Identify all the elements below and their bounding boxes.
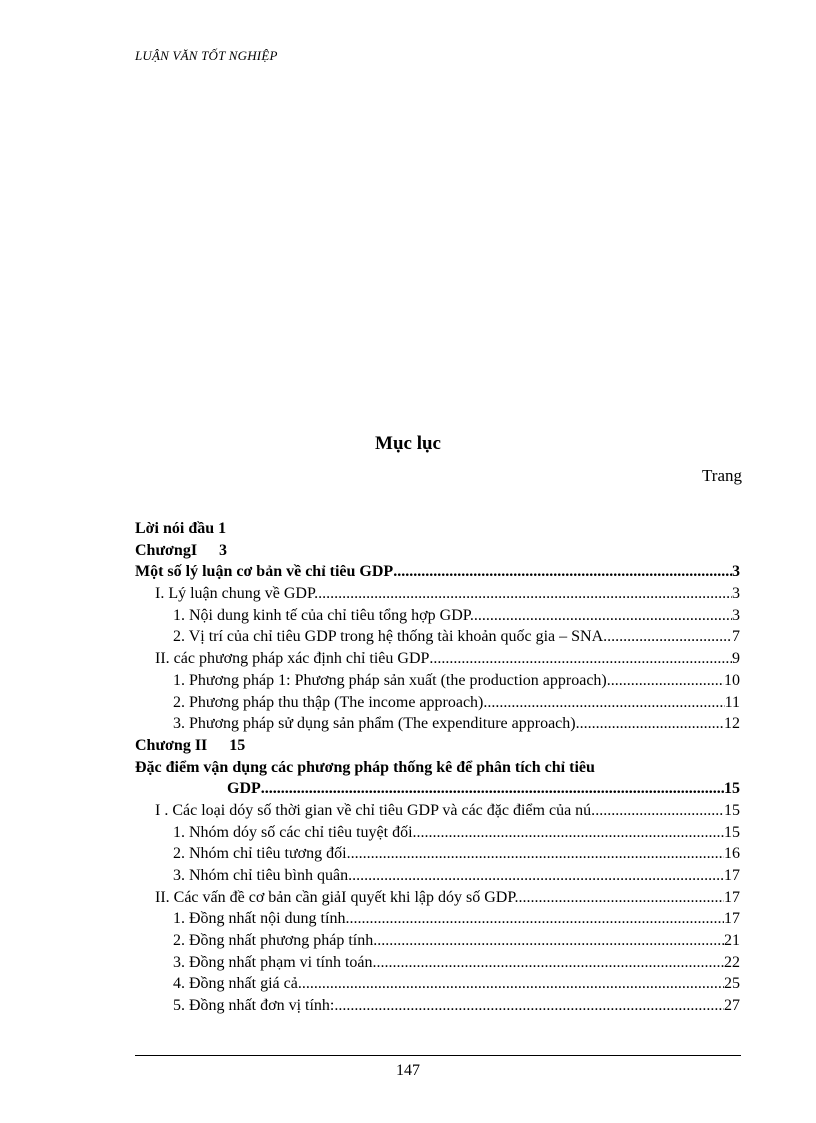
toc-entry-page: 3 <box>732 606 740 624</box>
toc-entry <box>135 670 740 692</box>
toc-entry-text: II. các phương pháp xác định chỉ tiêu GDP <box>155 650 430 668</box>
toc-entry-page: 17 <box>724 910 740 928</box>
toc-entry-text: GDP <box>227 780 261 798</box>
toc-entry-text: 2. Đồng nhất phương pháp tính. <box>173 932 378 950</box>
toc-entry-page: 17 <box>724 867 740 884</box>
toc-entry <box>135 865 740 887</box>
toc-entry <box>135 583 740 605</box>
dot-leader <box>607 626 732 648</box>
toc-entry-page: 27 <box>724 997 740 1015</box>
toc-entry-text: 3. Nhóm chỉ tiêu bình quân. <box>173 867 353 884</box>
dot-leader <box>261 778 724 800</box>
toc-entry-text: Một số lý luận cơ bản về chỉ tiêu GDP <box>135 563 394 581</box>
toc-entry-page: 15 <box>724 823 740 841</box>
toc-entry <box>135 908 740 930</box>
toc-entry-page: 21 <box>724 932 740 950</box>
toc-entry-page: 1 <box>218 520 227 537</box>
toc-title: Mục lục <box>375 433 441 454</box>
toc-entry-text: II. Các vấn đề cơ bản cần giảI quyết khi lập dóy số GDP. <box>155 888 519 906</box>
toc-entry-page: 25 <box>724 975 740 993</box>
toc-entry-text: 4. Đồng nhất giá cả. <box>173 975 302 993</box>
toc-entry-page: 22 <box>724 953 740 971</box>
toc-entry <box>135 757 740 779</box>
toc-entry-text: 1. Nhóm dóy số các chỉ tiêu tuyệt đối. <box>173 823 417 841</box>
toc-entry-text: 3. Đồng nhất phạm vi tính toán. <box>173 953 377 971</box>
toc-entry-page: 3 <box>732 585 740 603</box>
toc-entry-page: 12 <box>724 715 740 733</box>
toc-entry-page: 10 <box>724 671 740 689</box>
dot-leader <box>580 713 724 735</box>
toc-entry-text: I . Các loại dóy số thời gian về chỉ tiêu GDP và các đặc điểm của nú. <box>155 801 596 819</box>
toc-entry <box>135 952 740 974</box>
toc-entry-page: 11 <box>724 693 740 711</box>
dot-leader <box>349 908 724 930</box>
toc-entry <box>135 887 740 909</box>
toc-entry-text: 1. Đồng nhất nội dung tính. <box>173 910 350 928</box>
dot-leader <box>474 605 732 627</box>
dot-leader <box>302 973 724 995</box>
dot-leader <box>377 952 724 974</box>
toc-entry-text: Lời nói đầu <box>135 520 215 537</box>
toc-entry-page: 16 <box>724 845 740 863</box>
toc-entry <box>135 648 740 670</box>
toc-entry-text: 2. Phương pháp thu thập (The income approach). <box>173 693 488 711</box>
toc-entry-text: I. Lý luận chung về GDP. <box>155 585 319 603</box>
toc-entry-text: ChươngI <box>135 541 198 559</box>
toc-entry <box>135 518 740 540</box>
dot-leader <box>393 561 732 583</box>
toc-entry <box>135 713 740 735</box>
dot-leader <box>518 887 724 909</box>
toc-entry <box>135 822 740 844</box>
footer-divider <box>135 1055 741 1056</box>
page-column-label: Trang <box>702 466 742 485</box>
toc-entry-page: 17 <box>724 888 740 906</box>
toc-entry-text: Chương II <box>135 736 208 754</box>
toc-entry-text: 2. Vị trí của chỉ tiêu GDP trong hệ thống tài khoản quốc gia – SNA. <box>173 628 608 646</box>
toc-entry <box>135 626 740 648</box>
toc-entry-page: 15 <box>229 736 246 754</box>
toc-entry-page: 3 <box>732 563 740 581</box>
toc-entry-text: 1. Phương pháp 1: Phương pháp sản xuất (the production approach) <box>173 671 607 689</box>
dot-leader <box>595 800 724 822</box>
table-of-contents <box>135 518 740 1017</box>
dot-leader <box>352 865 724 887</box>
dot-leader <box>318 583 732 605</box>
toc-entry-text: 5. Đồng nhất đơn vị tính: <box>173 997 335 1015</box>
toc-entry <box>135 540 740 562</box>
toc-entry <box>135 973 740 995</box>
dot-leader <box>487 692 724 714</box>
dot-leader <box>351 843 724 865</box>
toc-entry <box>135 995 740 1017</box>
toc-entry-page: 15 <box>724 780 740 798</box>
toc-entry-page: 15 <box>724 801 740 819</box>
toc-entry <box>135 692 740 714</box>
toc-entry <box>135 930 740 952</box>
toc-entry-page: 3 <box>219 541 228 559</box>
toc-entry <box>135 843 740 865</box>
toc-entry-page: 9 <box>732 650 740 668</box>
page-number: 147 <box>396 1062 420 1079</box>
dot-leader <box>607 670 724 692</box>
toc-entry <box>135 800 740 822</box>
dot-leader <box>377 930 724 952</box>
toc-entry <box>135 778 740 800</box>
dot-leader <box>417 822 724 844</box>
running-header: LUẬN VĂN TỐT NGHIỆP <box>135 48 278 63</box>
dot-leader <box>334 995 724 1017</box>
toc-entry <box>135 561 740 583</box>
toc-entry <box>135 605 740 627</box>
toc-entry-text: 1. Nội dung kinh tế của chỉ tiêu tổng hợp GDP. <box>173 606 474 624</box>
dot-leader <box>429 648 732 670</box>
toc-entry-text: Đặc điểm vận dụng các phương pháp thống kê để phân tích chỉ tiêu <box>135 758 595 776</box>
toc-entry-text: 2. Nhóm chỉ tiêu tương đối. <box>173 845 351 863</box>
toc-entry <box>135 735 740 757</box>
toc-entry-page: 7 <box>732 628 740 646</box>
toc-entry-text: 3. Phương pháp sử dụng sản phẩm (The expenditure approach). <box>173 715 580 733</box>
